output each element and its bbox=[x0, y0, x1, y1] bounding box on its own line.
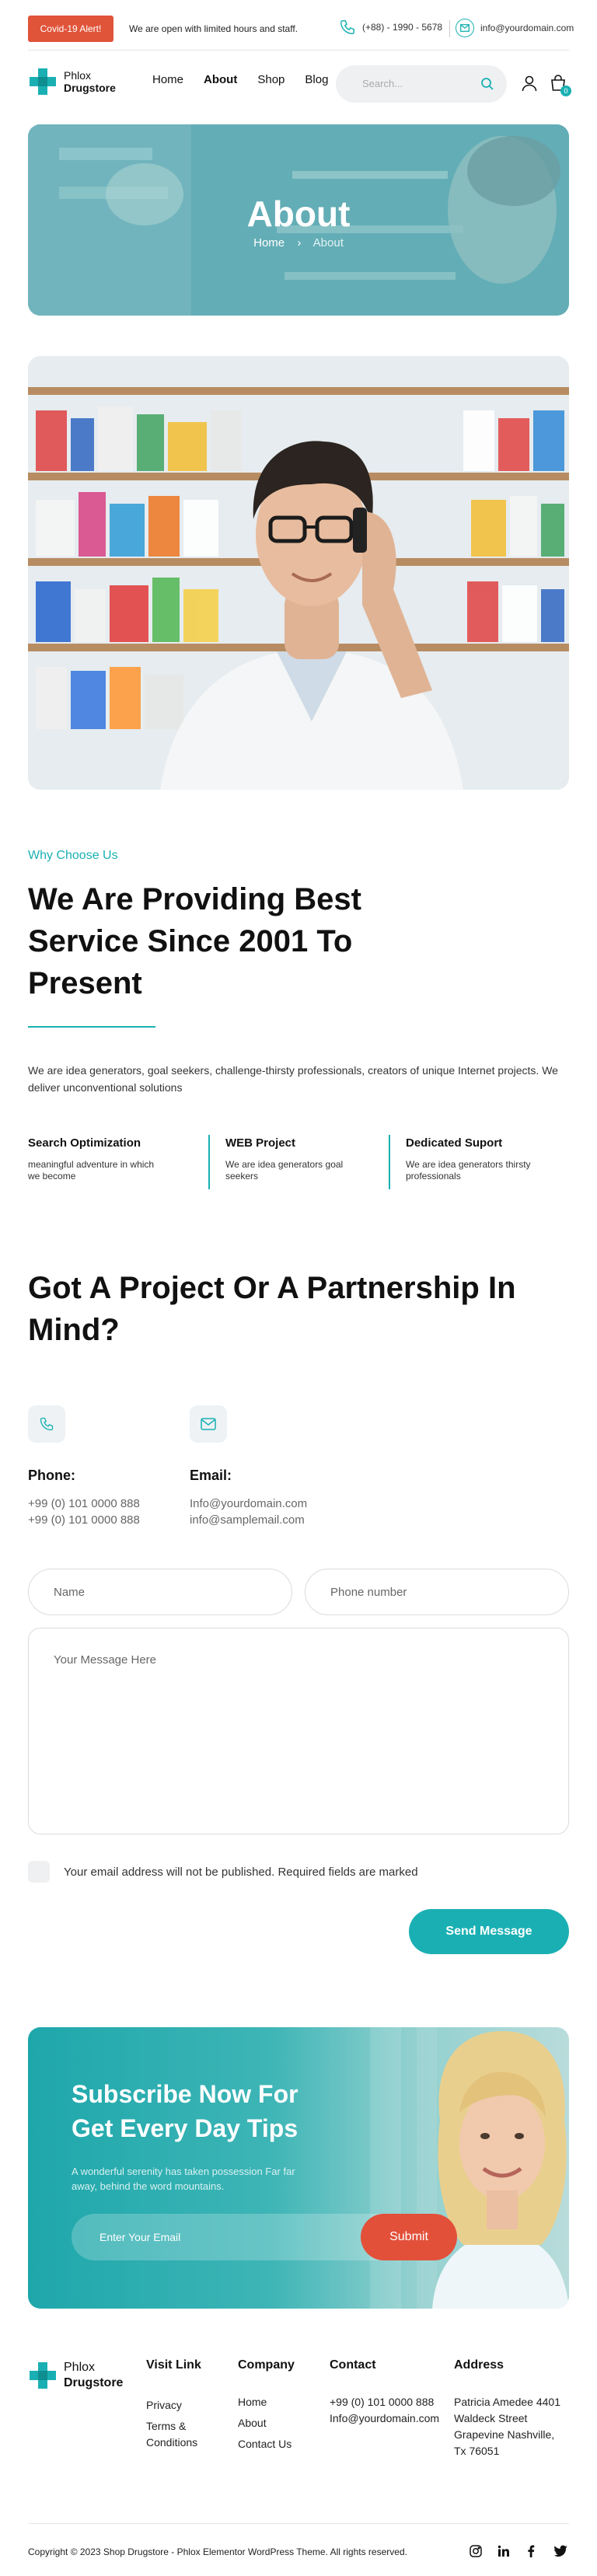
top-phone-text: (+88) - 1990 - 5678 bbox=[362, 22, 443, 33]
pharmacist-photo bbox=[28, 356, 569, 790]
footer-company-column bbox=[238, 2358, 295, 2452]
consent-label: Your email address will not be published. Required fields are marked bbox=[64, 1866, 418, 1879]
mail-icon bbox=[190, 1405, 227, 1443]
footer-address-column bbox=[454, 2358, 560, 2459]
email-value[interactable]: info@samplemail.com bbox=[190, 1513, 305, 1527]
consent-checkbox[interactable] bbox=[28, 1861, 50, 1883]
nav-blog[interactable]: Blog bbox=[305, 73, 329, 86]
top-bar bbox=[28, 8, 574, 48]
why-paragraph: We are idea generators, goal seekers, challenge-thirsty professionals, creators of unique Internet projects. We deliver unconventional solutions bbox=[28, 1064, 558, 1094]
breadcrumb-separator: › bbox=[297, 236, 302, 250]
footer-column-title: Company bbox=[238, 2358, 295, 2372]
search-input[interactable] bbox=[336, 65, 507, 103]
instagram-icon[interactable] bbox=[470, 2545, 482, 2557]
top-email-text: info@yourdomain.com bbox=[480, 23, 574, 33]
feature-item bbox=[28, 1136, 191, 1182]
top-email[interactable] bbox=[456, 19, 574, 37]
feature-divider bbox=[389, 1135, 390, 1189]
footer-contact-line[interactable]: Info@yourdomain.com bbox=[330, 2412, 440, 2424]
footer-link[interactable]: Terms & bbox=[146, 2420, 187, 2432]
footer-link[interactable]: Contact Us bbox=[238, 2438, 292, 2450]
logo-line2: Drugstore bbox=[64, 82, 116, 94]
footer-link[interactable]: Privacy bbox=[146, 2399, 182, 2411]
phone-value[interactable]: +99 (0) 101 0000 888 bbox=[28, 1497, 140, 1510]
feature-title: Search Optimization bbox=[28, 1136, 141, 1150]
feature-description: meaningful adventure in which we become bbox=[28, 1159, 155, 1182]
name-placeholder: Name bbox=[54, 1586, 86, 1599]
footer-link[interactable]: Conditions bbox=[146, 2436, 198, 2449]
why-heading: We Are Providing Best Service Since 2001 To Present bbox=[28, 882, 361, 1000]
footer-link[interactable]: About bbox=[238, 2417, 267, 2429]
section-kicker: Why Choose Us bbox=[28, 849, 118, 862]
footer-address-line: Waldeck Street bbox=[454, 2412, 528, 2424]
footer-divider bbox=[28, 2523, 569, 2524]
site-logo[interactable] bbox=[28, 67, 116, 96]
feature-description: We are idea generators goal seekers bbox=[225, 1159, 344, 1182]
cross-logo-icon bbox=[28, 2361, 58, 2390]
feature-title: WEB Project bbox=[225, 1136, 296, 1150]
facebook-icon[interactable] bbox=[527, 2545, 535, 2557]
subscribe-placeholder: Enter Your Email bbox=[100, 2231, 181, 2243]
top-divider bbox=[449, 20, 450, 37]
feature-item bbox=[225, 1136, 389, 1182]
footer-column-title: Visit Link bbox=[146, 2358, 201, 2372]
cross-logo-icon bbox=[28, 67, 58, 96]
mail-icon bbox=[456, 19, 474, 37]
footer-contact-column bbox=[330, 2358, 439, 2427]
email-value[interactable]: Info@yourdomain.com bbox=[190, 1497, 308, 1510]
nav-about[interactable]: About bbox=[204, 73, 238, 86]
feature-description: We are idea generators thirsty professionals bbox=[406, 1159, 531, 1182]
email-label: Email: bbox=[190, 1468, 232, 1483]
footer-link[interactable]: Home bbox=[238, 2396, 267, 2408]
feature-divider bbox=[208, 1135, 210, 1189]
main-nav bbox=[152, 73, 328, 86]
footer-visit-column bbox=[146, 2358, 201, 2451]
message-textarea[interactable] bbox=[28, 1628, 569, 1834]
message-placeholder: Your Message Here bbox=[54, 1653, 157, 1667]
subscribe-heading: Subscribe Now For Get Every Day Tips bbox=[72, 2080, 298, 2142]
search-placeholder: Search... bbox=[362, 78, 403, 89]
feature-item bbox=[406, 1136, 569, 1182]
footer-contact-line[interactable]: +99 (0) 101 0000 888 bbox=[330, 2396, 435, 2408]
logo-line1: Phlox bbox=[64, 69, 92, 82]
subscribe-banner bbox=[28, 2027, 569, 2309]
heading-underline bbox=[28, 1026, 155, 1028]
opening-notice: We are open with limited hours and staff. bbox=[129, 23, 298, 34]
page-title: About bbox=[246, 194, 351, 234]
phone-value[interactable]: +99 (0) 101 0000 888 bbox=[28, 1513, 140, 1527]
logo-line2: Drugstore bbox=[64, 2376, 124, 2389]
footer-address-line: Tx 76051 bbox=[454, 2445, 500, 2457]
subscribe-submit-button[interactable]: Submit bbox=[361, 2214, 457, 2260]
phone-icon bbox=[339, 19, 356, 36]
nav-home[interactable]: Home bbox=[152, 73, 184, 86]
covid-alert-button[interactable]: Covid-19 Alert! bbox=[28, 16, 113, 42]
cart-count-badge: 0 bbox=[560, 86, 571, 96]
linkedin-icon[interactable] bbox=[498, 2545, 510, 2557]
phone-icon bbox=[28, 1405, 65, 1443]
footer-address-line: Grapevine Nashville, bbox=[454, 2428, 555, 2441]
copyright-text: Copyright © 2023 Shop Drugstore - Phlox Elementor WordPress Theme. All rights reserved. bbox=[28, 2546, 407, 2557]
name-field[interactable] bbox=[28, 1569, 292, 1615]
footer-address-line: Patricia Amedee 4401 bbox=[454, 2396, 560, 2408]
feature-title: Dedicated Suport bbox=[406, 1136, 503, 1150]
phone-label: Phone: bbox=[28, 1468, 75, 1483]
phone-placeholder: Phone number bbox=[330, 1586, 407, 1599]
breadcrumb bbox=[28, 236, 569, 250]
top-divider-line bbox=[28, 50, 569, 51]
project-heading: Got A Project Or A Partnership In Mind? bbox=[28, 1271, 516, 1347]
bag-icon[interactable] bbox=[550, 75, 568, 95]
breadcrumb-home[interactable]: Home bbox=[253, 236, 285, 250]
footer-column-title: Address bbox=[454, 2358, 504, 2372]
footer-logo[interactable] bbox=[28, 2360, 123, 2391]
top-phone[interactable] bbox=[339, 19, 442, 36]
breadcrumb-current: About bbox=[312, 236, 344, 250]
subscribe-text: A wonderful serenity has taken possession Far far away, behind the word mountains. bbox=[72, 2166, 295, 2192]
user-icon[interactable] bbox=[521, 75, 538, 92]
footer-column-title: Contact bbox=[330, 2358, 376, 2372]
search-icon[interactable] bbox=[480, 77, 494, 91]
twitter-icon[interactable] bbox=[553, 2545, 567, 2557]
nav-shop[interactable]: Shop bbox=[257, 73, 285, 86]
page-hero bbox=[28, 124, 569, 316]
send-message-button[interactable]: Send Message bbox=[409, 1909, 569, 1954]
logo-line1: Phlox bbox=[64, 2361, 96, 2374]
phone-field[interactable] bbox=[305, 1569, 569, 1615]
